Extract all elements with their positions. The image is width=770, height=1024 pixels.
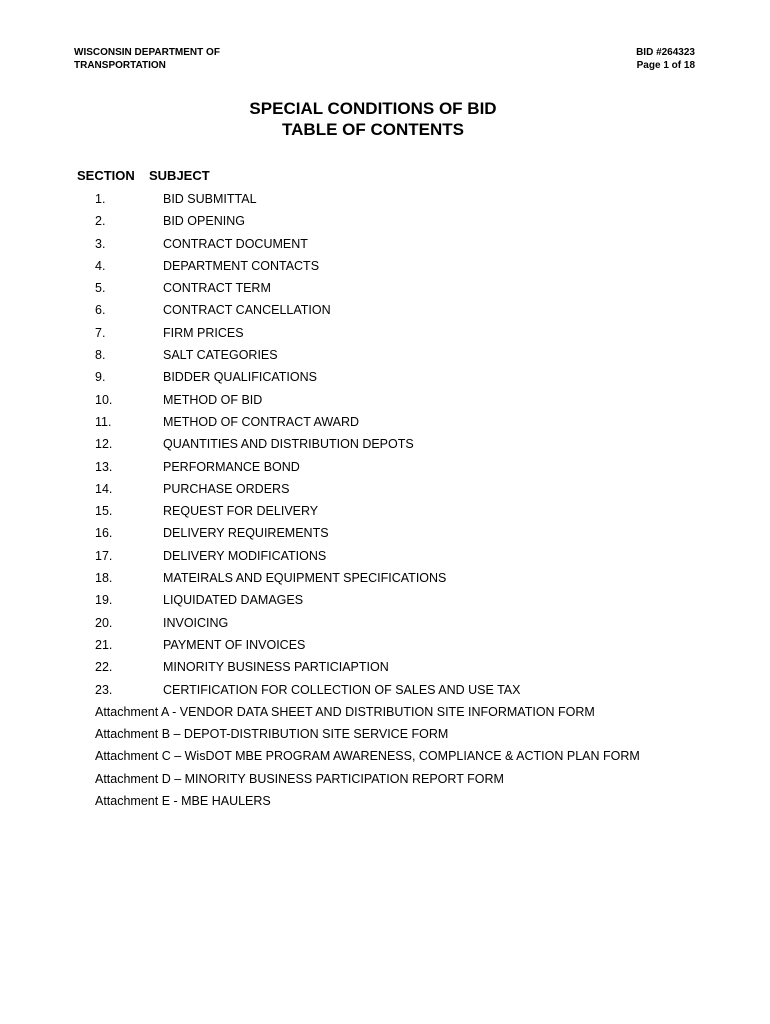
toc-row xyxy=(0,279,770,301)
toc-row xyxy=(0,301,770,323)
section-number: 22. xyxy=(95,660,113,675)
toc-row xyxy=(0,614,770,636)
page-title xyxy=(0,98,746,140)
attachment-row xyxy=(0,792,770,814)
attachment-row xyxy=(0,770,770,792)
toc-row xyxy=(0,547,770,569)
bid-number: BID #264323 xyxy=(636,47,695,58)
toc-row xyxy=(0,257,770,279)
toc-row xyxy=(0,413,770,435)
section-subject: METHOD OF CONTRACT AWARD xyxy=(163,414,360,429)
attachment-row xyxy=(0,725,770,747)
toc-row xyxy=(0,368,770,390)
table-of-contents xyxy=(0,190,770,814)
toc-row xyxy=(0,524,770,546)
section-number: 3. xyxy=(95,236,106,251)
title-line-2: TABLE OF CONTENTS xyxy=(282,120,464,139)
section-number: 4. xyxy=(95,258,106,273)
section-number: 6. xyxy=(95,303,106,318)
section-number: 20. xyxy=(95,615,113,630)
section-number: 5. xyxy=(95,281,106,296)
section-number: 12. xyxy=(95,437,113,452)
section-number: 2. xyxy=(95,214,106,229)
section-number: 13. xyxy=(95,459,113,474)
section-column-header: SECTION xyxy=(77,168,135,183)
agency-line-1: WISCONSIN DEPARTMENT OF xyxy=(74,47,220,58)
toc-row xyxy=(0,502,770,524)
attachment-title: Attachment B – DEPOT-DISTRIBUTION SITE SERVICE FORM xyxy=(95,727,449,742)
section-subject: DEPARTMENT CONTACTS xyxy=(163,258,320,273)
section-subject: MINORITY BUSINESS PARTICIAPTION xyxy=(163,660,389,675)
agency-line-2: TRANSPORTATION xyxy=(74,60,166,71)
section-number: 7. xyxy=(95,325,106,340)
attachment-title: Attachment D – MINORITY BUSINESS PARTICIPATION REPORT FORM xyxy=(95,771,504,786)
attachment-title: Attachment E - MBE HAULERS xyxy=(95,794,271,809)
section-subject: BIDDER QUALIFICATIONS xyxy=(163,370,317,385)
toc-row xyxy=(0,346,770,368)
title-line-1: SPECIAL CONDITIONS OF BID xyxy=(249,99,497,118)
section-subject: DELIVERY MODIFICATIONS xyxy=(163,548,327,563)
agency-header xyxy=(74,46,220,72)
section-subject: PURCHASE ORDERS xyxy=(163,481,290,496)
section-number: 17. xyxy=(95,548,113,563)
subject-column-header: SUBJECT xyxy=(149,168,210,183)
section-number: 8. xyxy=(95,348,106,363)
section-subject: PERFORMANCE BOND xyxy=(163,459,300,474)
toc-row xyxy=(0,235,770,257)
section-subject: BID SUBMITTAL xyxy=(163,192,257,206)
section-subject: SALT CATEGORIES xyxy=(163,348,278,363)
section-number: 14. xyxy=(95,481,113,496)
toc-row xyxy=(0,391,770,413)
toc-row xyxy=(0,591,770,613)
section-subject: CONTRACT DOCUMENT xyxy=(163,236,308,251)
bid-header xyxy=(636,46,695,72)
section-subject: FIRM PRICES xyxy=(163,325,244,340)
toc-row xyxy=(0,190,770,212)
section-subject: BID OPENING xyxy=(163,214,245,229)
toc-row xyxy=(0,569,770,591)
section-number: 18. xyxy=(95,571,113,586)
section-subject: QUANTITIES AND DISTRIBUTION DEPOTS xyxy=(163,437,414,452)
page-info: Page 1 of 18 xyxy=(636,60,695,71)
section-number: 9. xyxy=(95,370,106,385)
section-number: 10. xyxy=(95,392,113,407)
section-number: 16. xyxy=(95,526,113,541)
section-subject: REQUEST FOR DELIVERY xyxy=(163,504,319,519)
toc-row xyxy=(0,435,770,457)
section-subject: DELIVERY REQUIREMENTS xyxy=(163,526,329,541)
section-subject: MATEIRALS AND EQUIPMENT SPECIFICATIONS xyxy=(163,571,447,586)
section-number: 1. xyxy=(95,192,106,206)
section-number: 23. xyxy=(95,682,113,697)
section-number: 19. xyxy=(95,593,113,608)
section-subject: PAYMENT OF INVOICES xyxy=(163,637,306,652)
attachment-title: Attachment C – WisDOT MBE PROGRAM AWARENESS, COMPLIANCE & ACTION PLAN FORM xyxy=(95,749,640,764)
toc-row xyxy=(0,458,770,480)
toc-row xyxy=(0,658,770,680)
toc-row xyxy=(0,324,770,346)
section-subject: CONTRACT CANCELLATION xyxy=(163,303,331,318)
section-number: 11. xyxy=(95,414,112,429)
section-subject: CERTIFICATION FOR COLLECTION OF SALES AND USE TAX xyxy=(163,682,521,697)
attachment-row xyxy=(0,747,770,769)
section-number: 21. xyxy=(95,637,113,652)
attachment-row xyxy=(0,703,770,725)
toc-row xyxy=(0,636,770,658)
toc-row xyxy=(0,212,770,234)
attachment-title: Attachment A - VENDOR DATA SHEET AND DISTRIBUTION SITE INFORMATION FORM xyxy=(95,704,595,719)
toc-row xyxy=(0,480,770,502)
section-subject: INVOICING xyxy=(163,615,229,630)
section-subject: LIQUIDATED DAMAGES xyxy=(163,593,304,608)
toc-row xyxy=(0,681,770,703)
section-subject: METHOD OF BID xyxy=(163,392,263,407)
section-subject: CONTRACT TERM xyxy=(163,281,271,296)
section-number: 15. xyxy=(95,504,113,519)
